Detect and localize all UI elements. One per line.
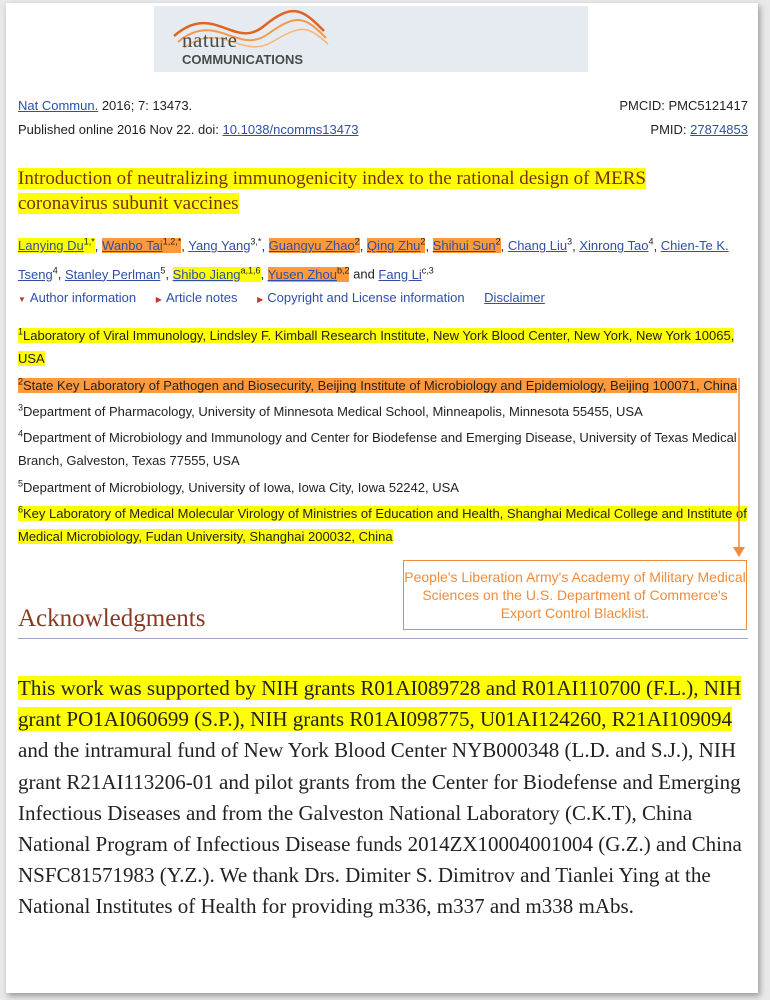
title-line: Introduction of neutralizing immunogenicity index to the rational design of MERS — [18, 168, 646, 189]
affiliation-text: Department of Microbiology and Immunology and Center for Biodefense and Emerging Disease, University of Texas Medical Branch, Galveston, Texas 77555, USA — [18, 430, 737, 469]
affiliation-text: Laboratory of Viral Immunology, Lindsley F. Kimball Research Institute, New York Blood Center, New York, New York 10065, USA — [18, 328, 735, 367]
author-affiliation-marker: a,1,6 — [240, 265, 261, 276]
journal-link[interactable]: Nat Commun. — [18, 98, 99, 113]
affiliation-number: 1 — [18, 327, 24, 337]
affiliation-number: 6 — [18, 504, 24, 515]
author-affiliation-marker: b,2 — [336, 265, 350, 276]
nav-disclaimer[interactable]: Disclaimer — [484, 290, 545, 305]
ack-highlighted-funding: This work was supported by NIH grants R01AI089728 and R01AI110700 (F.L.), NIH grant PO1AI060699 (S.P.), NIH grants R01AI098775, U01AI124260, R21AI109094 — [18, 676, 742, 732]
author-link[interactable]: Guangyu Zhao — [268, 238, 355, 254]
author-affiliation-marker: c,3 — [421, 265, 434, 276]
author-list: Lanying $Du^{1,*}$, Wanbo Tai$^{1,2,*}$, Yang Yang$^{3,*}$, Guangyu Zhao$^2$, Qing Zhu$^2$, Shihui Sun$^2$, Chang Liu$^3$, Xinrong Tao$^4$, Chien-Te K. Tseng$^4$, Stanley Perlman$^5$, Shibo Jiang$^{a,1,6}$, Yusen Zhou$^{b,2}$ and Fang Li$^{c,3}$ — [18, 237, 729, 282]
author-link[interactable]: Stanley Perlman — [64, 266, 161, 282]
author-link[interactable]: Shihui Sun — [432, 238, 496, 254]
author-link[interactable]: Fang Li — [378, 266, 422, 282]
affiliation-number: 2 — [18, 376, 24, 387]
author-affiliation-marker: 1,* — [83, 237, 95, 247]
author-affiliation-marker: 2 — [495, 237, 501, 247]
pmid-label: PMID: — [650, 122, 691, 137]
affiliation-text: Key Laboratory of Medical Molecular Virology of Ministries of Education and Health, Shanghai Medical College and Institute of Medical Microbiology, Fudan University, Shanghai 200032, China — [18, 505, 747, 544]
author-link[interactable]: Qing Zhu — [366, 238, 421, 254]
author-affiliation-marker: 5 — [160, 265, 166, 276]
nav-copyright-license[interactable]: ▶ Copyright and License information — [257, 290, 465, 305]
author-link[interactable]: Yusen Zhou — [267, 266, 337, 282]
callout-arrow — [6, 3, 758, 573]
author-link[interactable]: Yang Yang — [188, 238, 251, 254]
published-text: Published online 2016 Nov 22. doi: — [18, 122, 223, 137]
affiliation-text: State Key Laboratory of Pathogen and Biosecurity, Beijing Institute of Microbiology and Epidemiology, Beijing 100071, China — [23, 377, 738, 393]
author-link[interactable]: Shibo Jiang — [172, 266, 241, 282]
acknowledgments-heading: Acknowledgments — [18, 605, 206, 632]
logo-wordmark-nature: nature — [182, 28, 238, 52]
triangle-down-icon: ▼ — [18, 295, 26, 304]
affiliation-number: 5 — [18, 478, 24, 489]
author-link[interactable]: Lanying Du — [18, 238, 84, 254]
author-link[interactable]: Chien-Te K. Tseng — [18, 238, 729, 282]
author-affiliation-marker: 2 — [420, 237, 426, 247]
pmcid: PMCID: PMC5121417 — [619, 98, 748, 113]
author-affiliation-marker: 4 — [648, 237, 654, 247]
author-affiliation-marker: 3 — [567, 237, 573, 247]
author-link[interactable]: Chang Liu — [507, 238, 568, 254]
annotation-callout: People's Liberation Army's Academy of Military Medical Sciences on the U.S. Department of Commerce's Export Control Blacklist. — [403, 560, 747, 630]
section-divider — [18, 638, 748, 639]
doi-link[interactable]: 10.1038/ncomms13473 — [222, 122, 359, 137]
citation-text: 2016; 7: 13473. — [98, 98, 193, 113]
author-affiliation-marker: 1,2,* — [162, 237, 182, 247]
nav-article-notes[interactable]: ▶ Article notes — [155, 290, 238, 305]
affiliation-number: 3 — [18, 402, 24, 413]
triangle-right-icon: ▶ — [155, 295, 162, 304]
logo-wordmark-communications: COMMUNICATIONS — [182, 52, 304, 67]
affiliation-number: 4 — [18, 428, 24, 439]
nav-author-information[interactable]: ▼ Author information — [18, 290, 137, 305]
ack-text: and the intramural fund of New York Blood Center NYB000348 (L.D. and S.J.), NIH grant R21AI113206-01 and pilot grants from the Center for Biodefense and Emerging Infectious Diseases and from the Galveston National Laboratory (C.K.T), China National Program of Infectious Disease funds 2014ZX10004001004 (G.Z.) and China NSFC81571983 (Y.Z.). We thank Drs. Dimiter S. Dimitrov and Tianlei Ying at the National Institutes of Health for providing m336, m337 and m338 mAbs. — [18, 738, 742, 919]
author-affiliation-marker: 2 — [354, 237, 360, 247]
author-link[interactable]: Wanbo Tai — [102, 238, 163, 254]
pmid-link[interactable]: 27874853 — [690, 122, 748, 137]
title-line: coronavirus subunit vaccines — [18, 193, 239, 214]
triangle-right-icon: ▶ — [257, 295, 264, 304]
author-affiliation-marker: 4 — [52, 265, 58, 276]
affiliation-text: Department of Pharmacology, University of Minnesota Medical School, Minneapolis, Minnesota 55455, USA — [23, 403, 643, 419]
author-affiliation-marker: 3,* — [250, 237, 262, 247]
document-page — [6, 3, 758, 993]
acknowledgments-body — [18, 673, 748, 923]
author-conjunction: and — [353, 266, 379, 282]
affiliation-text: Department of Microbiology, University of Iowa, Iowa City, Iowa 52242, USA — [23, 479, 459, 495]
author-link[interactable]: Xinrong Tao — [579, 238, 649, 254]
